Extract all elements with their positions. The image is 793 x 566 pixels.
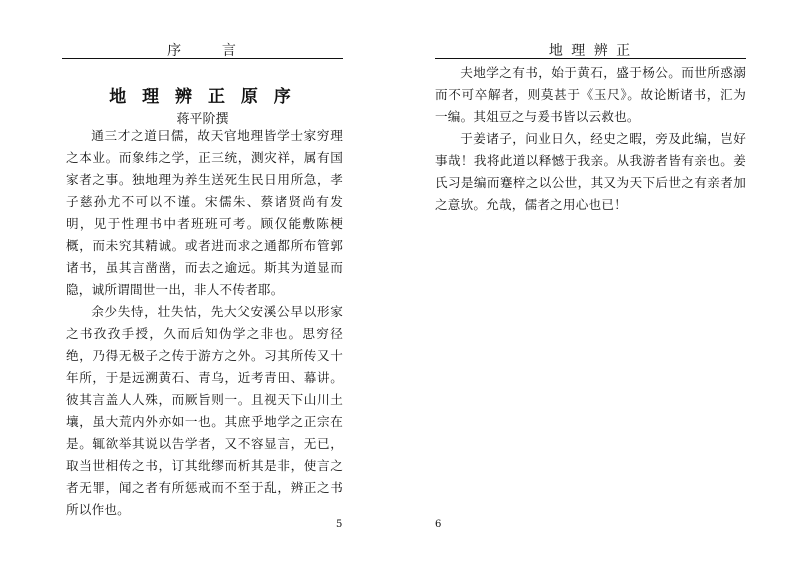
paragraph: 于姜诸子，问业日久，经史之暇，旁及此编，岂好事哉！我将此道以释憾于我亲。从我游者皆有亲也。姜氏习是编而蹇梓之以公世，其又为天下后世之有亲者加之意欤。允哉，儒者之用心也已！: [435, 131, 746, 212]
right-page: [396, 0, 793, 566]
paragraph: 通三才之道曰儒，故天官地理皆学士家穷理之本业。而象纬之学，正三统，测灾祥，属有国家者之事。独地理为养生送死生民日用所急，孝子慈孙尤不可以不谨。宋儒朱、蔡诸贤尚有发明，见于性理书中者班班可考。顾仅能敷陈梗概，而未究其精诚。或者进而求之通都所布管郭诸书，虽其言凿凿，而去之逾远。斯其为道显而隐，诚所谓間世一出，非人不传者耶。: [66, 128, 343, 297]
body-text: [66, 125, 343, 521]
header-rule: [62, 58, 343, 59]
paragraph: 夫地学之有书，始于黄石，盛于杨公。而世所惑溺而不可卒解者，则莫甚于《玉尺》。故论断诸书，汇为一编。其俎豆之与爰书皆以云救也。: [435, 65, 746, 124]
left-page: [0, 0, 396, 566]
body-text: [435, 62, 746, 216]
header-rule: [435, 58, 746, 59]
paragraph: 余少失恃，壮失怙，先大父安溪公早以形家之书孜孜手授，久而后知伪学之非也。思穷径绝，乃得无极子之传于游方之外。习其所传又十年所，于是远溯黄石、青乌，近考青田、幕讲。彼其言盖人人殊，而厥旨则一。且视天下山川土壤，虽大荒内外亦如一也。其庶乎地学之正宗在是。辄欲举其说以告学者，又不容显言，无已，取当世相传之书，订其纰缪而析其是非，使言之者无罪，闻之者有所惩戒而不至于乱，辨正之书所以作也。: [66, 304, 343, 517]
page-number: 5: [336, 519, 343, 530]
running-head: 序 言: [167, 43, 238, 59]
preface-title: 地 理 辨 正 原 序: [109, 87, 296, 107]
running-head: 地 理 辨 正: [548, 43, 633, 59]
author-line: 蒋平阶撰: [176, 112, 229, 127]
page-number: 6: [435, 519, 442, 530]
